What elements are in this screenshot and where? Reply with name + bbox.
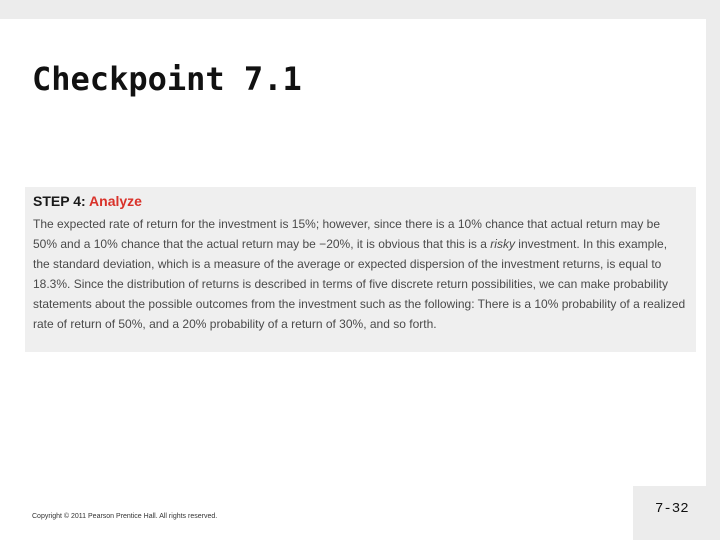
slide-title: Checkpoint 7.1 xyxy=(32,60,302,98)
step-panel xyxy=(25,187,696,352)
step-body-emphasis: risky xyxy=(490,237,515,251)
copyright-notice: Copyright © 2011 Pearson Prentice Hall. All rights reserved. xyxy=(32,513,218,520)
step-heading xyxy=(33,193,687,209)
page-number: 7-32 xyxy=(655,501,689,517)
step-body-text-1: The expected rate of return for the investment is 15%; however, since there is a 10% chance that actual return may be 50% and a 10% chance that the actual return may be −20%, it is obvious that this is a xyxy=(33,217,661,251)
right-band xyxy=(706,0,720,540)
step-body-text-2: investment. In this example, the standard deviation, which is a measure of the average or expected dispersion of the investment returns, is equal to 18.3%. Since the distribution of returns is described in terms of five discrete return possibilities, we can make probability statements about the possible outcomes from the investment such as the following: There is a 10% probability of a realized rate of return of 50%, and a 20% probability of a return of 30%, and so forth. xyxy=(33,237,686,331)
step-body xyxy=(33,214,687,334)
top-band xyxy=(0,0,720,19)
step-label: STEP 4: xyxy=(33,193,86,209)
step-title: Analyze xyxy=(89,193,142,209)
